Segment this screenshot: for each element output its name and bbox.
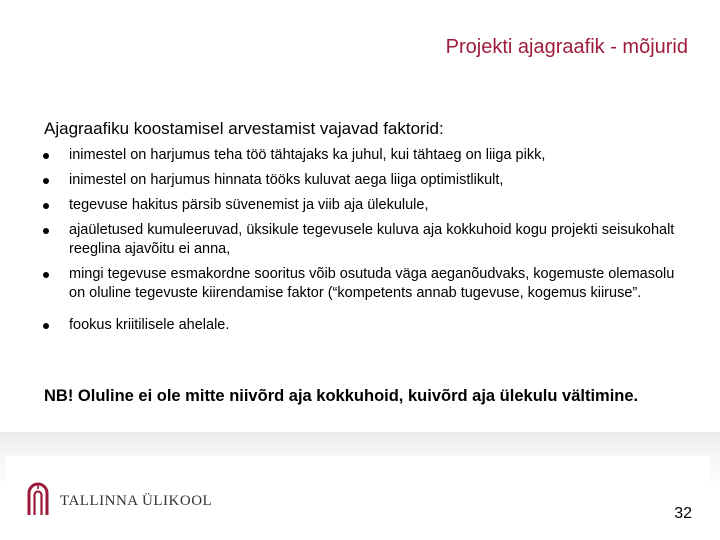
- list-item-text: fookus kriitilisele ahelale.: [69, 317, 230, 333]
- bullet-icon: [43, 228, 49, 234]
- bullet-icon: [43, 153, 49, 159]
- list-item: [42, 221, 682, 259]
- list-item-text: inimestel on harjumus teha töö tähtajaks ka juhul, kui tähtaeg on liiga pikk,: [69, 147, 546, 163]
- list-item-text: mingi tegevuse esmakordne sooritus võib osutuda väga aeganõudvaks, kogemuste olemasolu on oluline tegevuste kiirendamise faktor (“kompetents annab tugevuse, kogemus kiiruse”.: [69, 266, 675, 301]
- slide-title: Projekti ajagraafik - mõjurid: [445, 36, 688, 58]
- bullet-icon: [43, 178, 49, 184]
- list-item: [42, 171, 682, 190]
- important-note: NB! Oluline ei ole mitte niivõrd aja kokkuhoid, kuivõrd aja ülekulu vältimine.: [44, 387, 639, 405]
- list-item: [42, 265, 682, 303]
- university-name: TALLINNA ÜLIKOOL: [60, 493, 213, 509]
- page-number: 32: [674, 505, 692, 522]
- list-item: [42, 146, 682, 165]
- intro-text: Ajagraafiku koostamisel arvestamist vajavad faktorid:: [44, 119, 444, 138]
- list-item-text: ajaületused kumuleeruvad, üksikule tegevusele kuluva aja kokkuhoid kogu projekti seisukohalt reeglina ajavõitu ei anna,: [69, 222, 675, 257]
- list-item: [42, 316, 682, 335]
- tallinn-university-arch-logo-icon: [26, 480, 50, 516]
- list-item: [42, 196, 682, 215]
- list-item-text: inimestel on harjumus hinnata tööks kuluvat aega liiga optimistlikult,: [69, 172, 504, 188]
- bullet-icon: [43, 203, 49, 209]
- bullet-icon: [43, 272, 49, 278]
- factor-list: [42, 146, 682, 341]
- bullet-icon: [43, 323, 49, 329]
- list-item-text: tegevuse hakitus pärsib süvenemist ja viib aja ülekulule,: [69, 197, 429, 213]
